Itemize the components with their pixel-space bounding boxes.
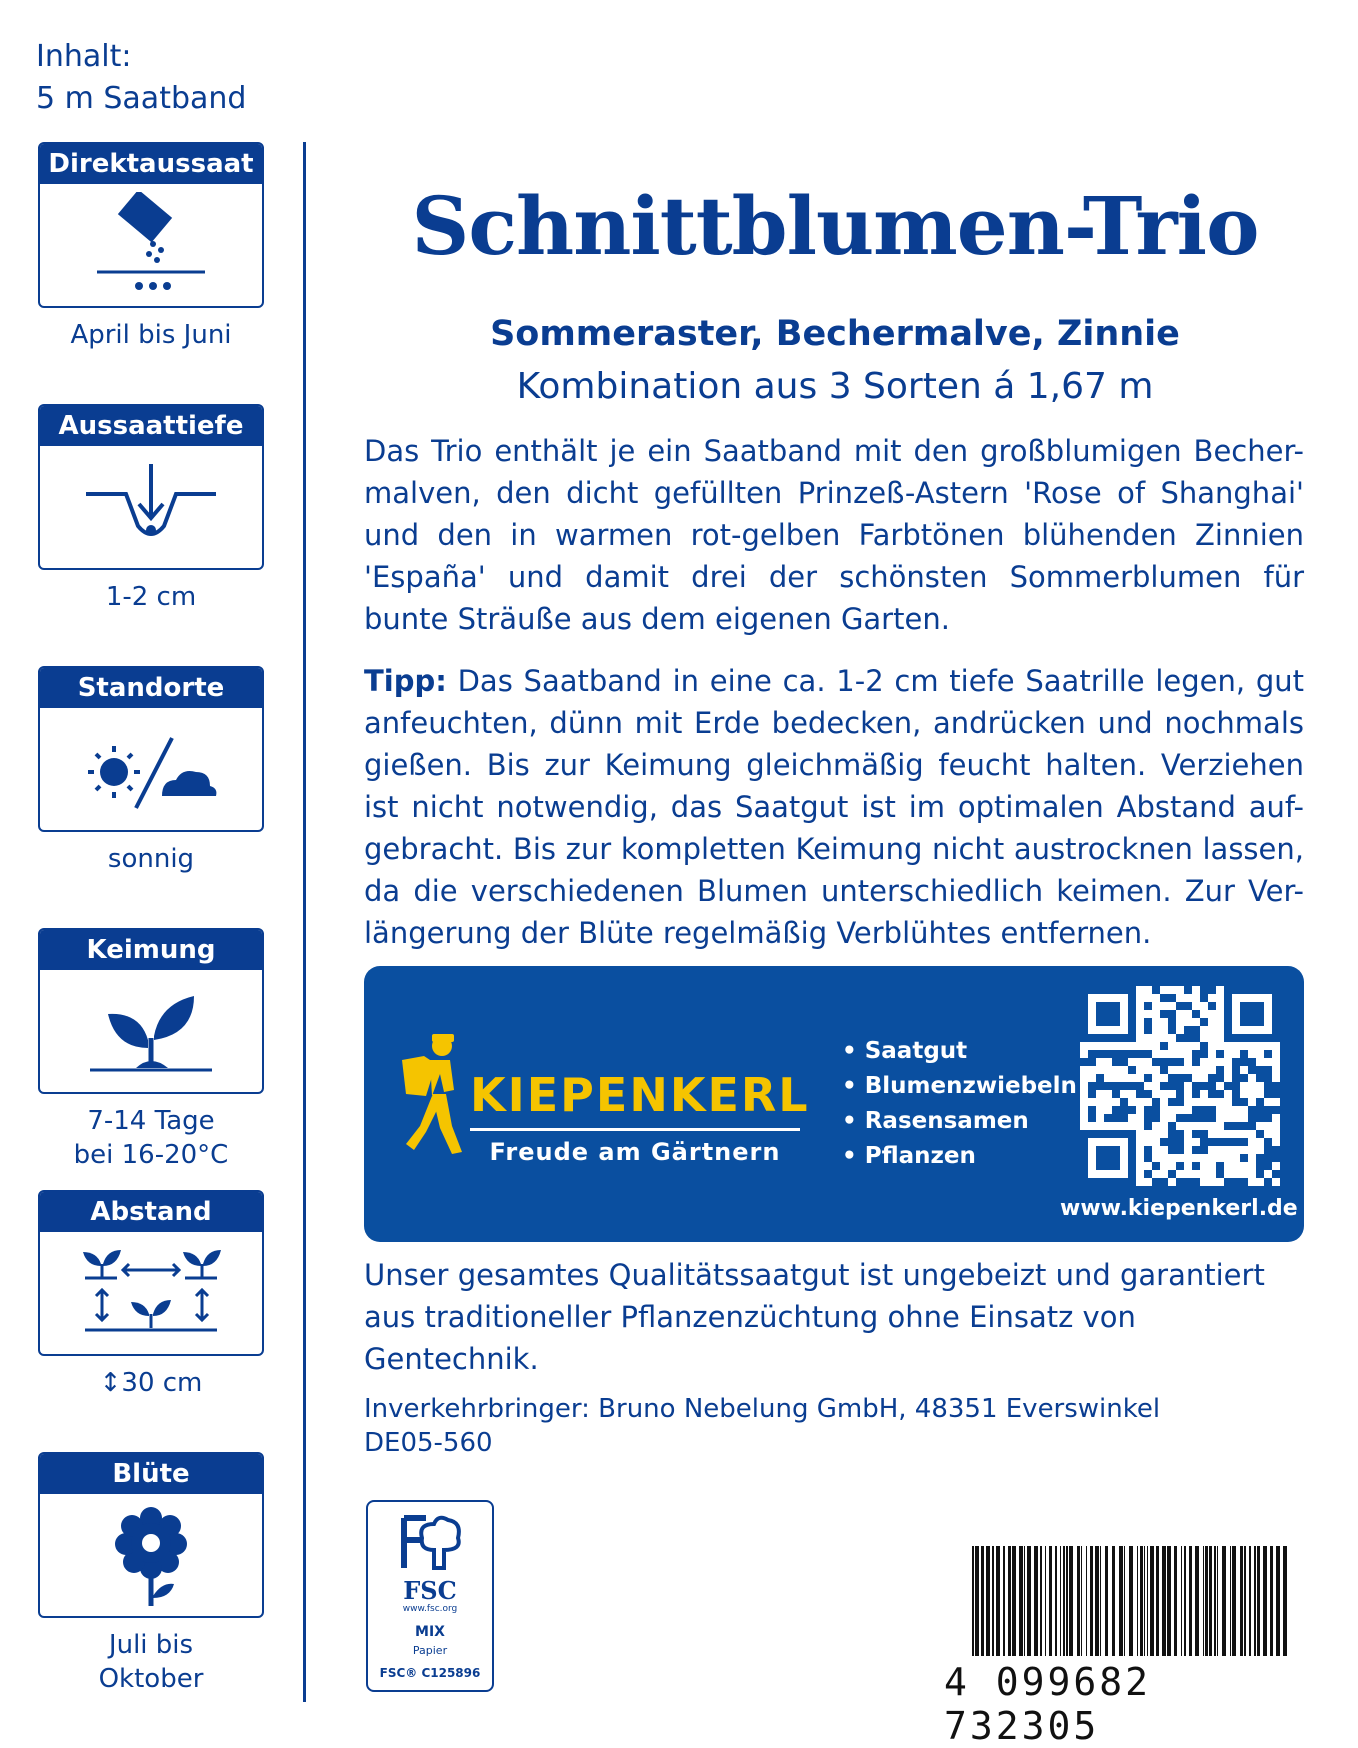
sowing-depth-box <box>38 404 264 570</box>
germination-title: Keimung <box>40 930 262 970</box>
bloom-caption-2: Oktober <box>98 1664 204 1694</box>
fsc-tree-icon <box>396 1510 466 1574</box>
fsc-label <box>366 1500 494 1692</box>
sidebar-divider <box>303 142 306 1702</box>
location-caption: sonnig <box>107 844 195 874</box>
flower-icon <box>76 1502 226 1612</box>
direct-sowing-box <box>38 142 264 308</box>
list-item: • Pflanzen <box>842 1139 1077 1174</box>
brand-tagline: Freude am Gärtnern <box>489 1138 781 1166</box>
seedling-icon <box>76 978 226 1088</box>
barcode-number: 4 099682 732305 <box>944 1660 1152 1748</box>
fsc-site: www.fsc.org <box>402 1604 458 1614</box>
brand-name: KIEPENKERL <box>470 1068 810 1122</box>
location-box <box>38 666 264 832</box>
bloom-box <box>38 1452 264 1618</box>
tip-paragraph <box>364 660 1304 954</box>
sowing-icon <box>91 192 211 302</box>
list-item: • Blumenzwiebeln <box>842 1069 1077 1104</box>
location-title: Standorte <box>40 668 262 708</box>
fsc-code: FSC® C125896 <box>379 1666 481 1680</box>
fsc-name: FSC <box>403 1576 457 1605</box>
hiker-logo-icon <box>396 1034 470 1156</box>
spacing-value: 30 cm <box>121 1368 203 1398</box>
sowing-depth-icon <box>76 454 226 564</box>
spacing-box <box>38 1190 264 1356</box>
spacing-caption <box>38 1366 264 1400</box>
sun-cloud-icon <box>76 716 226 826</box>
fsc-paper: Papier <box>412 1644 448 1657</box>
contents-label: Inhalt: <box>36 39 132 74</box>
distributor-line: Inverkehrbringer: Bruno Nebelung GmbH, 48351 Everswinkel <box>364 1394 1161 1424</box>
product-subtitle: Sommeraster, Bechermalve, Zinnie <box>490 314 1180 354</box>
contents-info <box>36 36 246 120</box>
germination-box <box>38 928 264 1094</box>
list-item: • Rasensamen <box>842 1104 1077 1139</box>
tip-label: Tipp: <box>364 664 447 698</box>
sowing-depth-title: Aussaattiefe <box>40 406 262 446</box>
sowing-depth-caption: 1-2 cm <box>105 582 197 612</box>
germination-caption-2: bei 16-20°C <box>73 1140 229 1170</box>
brand-underline <box>470 1128 800 1131</box>
quality-note: Unser gesamtes Qualitätssaatgut ist ungebeizt und garantiert aus traditioneller Pflanzenzüchtung ohne Einsatz von Gentechnik. <box>364 1258 1265 1376</box>
germination-caption-1: 7-14 Tage <box>87 1106 215 1136</box>
list-item: • Saatgut <box>842 1034 1077 1069</box>
website-link[interactable]: www.kiepenkerl.de <box>1060 1196 1298 1221</box>
product-range-list <box>842 1034 1077 1174</box>
barcode <box>970 1546 1290 1666</box>
product-combination: Kombination aus 3 Sorten á 1,67 m <box>516 366 1154 407</box>
vertical-arrow-icon: ↕ <box>99 1368 122 1398</box>
bloom-title: Blüte <box>40 1454 262 1494</box>
distributor-code: DE05-560 <box>364 1428 493 1458</box>
fsc-mix: MIX <box>415 1624 445 1640</box>
direct-sowing-caption: April bis Juni <box>70 320 232 350</box>
qr-code[interactable] <box>1080 986 1280 1186</box>
tip-text: Das Saatband in eine ca. 1-2 cm tiefe Saatrille legen, gut anfeuchten, dünn mit Erde bedecken, andrücken und nochmals gießen. Bis zur Keimung gleichmäßig feucht halten. Verziehen ist nicht notwendig, das Saatgut ist im optimalen Abstand auf-gebracht. Bis zur kompletten Keimung nicht austrocknen lassen, da die verschiedenen Blumen unterschiedlich keimen. Zur Ver-längerung der Blüte regelmäßig Verblühtes entfernen. <box>364 664 1305 950</box>
product-title: Schnittblumen-Trio <box>411 179 1259 273</box>
contents-value: 5 m Saatband <box>36 81 247 116</box>
qr-code-icon <box>1080 986 1280 1186</box>
bloom-caption-1: Juli bis <box>108 1630 194 1660</box>
product-description: Das Trio enthält je ein Saatband mit den großblumigen Becher-malven, den dicht gefüllten Prinzeß-Astern 'Rose of Shanghai' und den in warmen rot-gelben Farbtönen blühenden Zinnien 'España' und damit drei der schönsten Sommerblumen für bunte Sträuße aus dem eigenen Garten. <box>364 434 1304 636</box>
direct-sowing-title: Direktaussaat <box>40 144 262 184</box>
spacing-icon <box>71 1240 231 1350</box>
spacing-title: Abstand <box>40 1192 262 1232</box>
